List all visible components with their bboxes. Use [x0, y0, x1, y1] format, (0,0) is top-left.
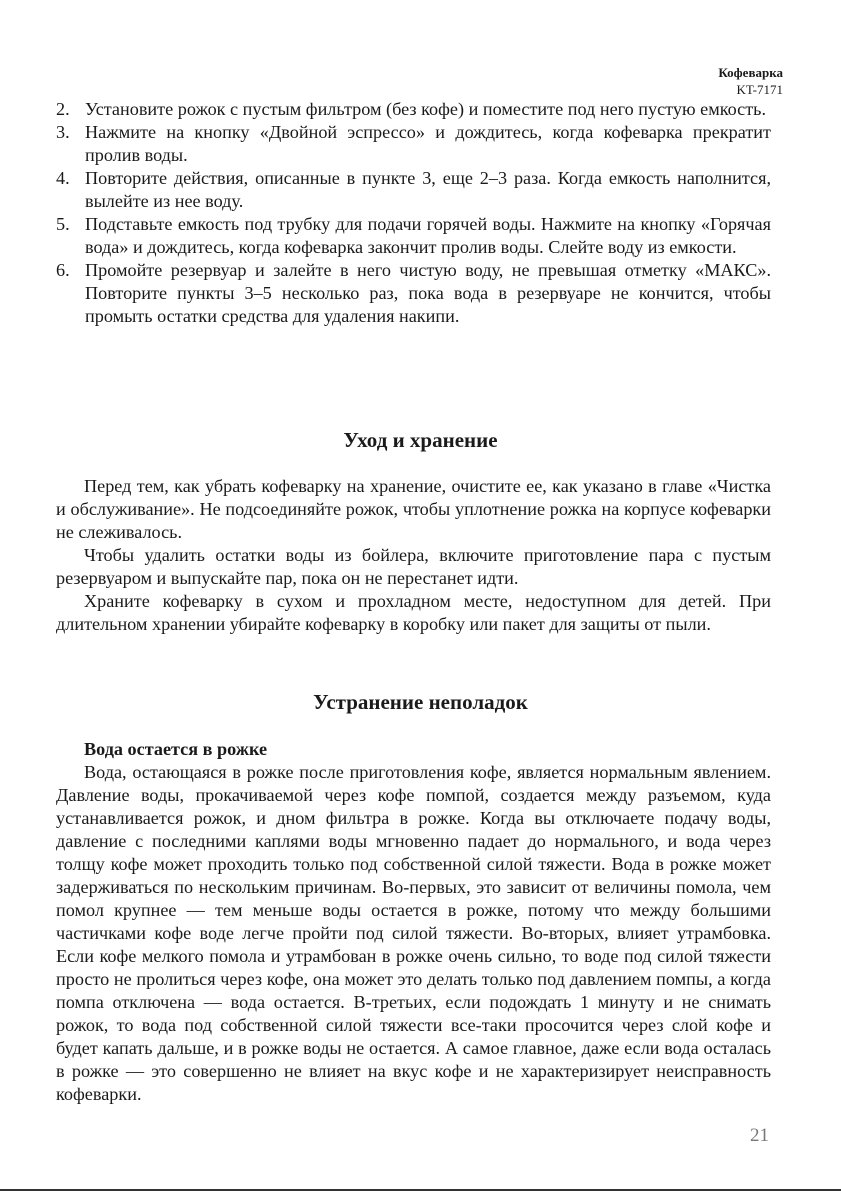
- care-paragraph: Перед тем, как убрать кофеварку на хранение, очистите ее, как указано в главе «Чистка и обслуживание». Не подсоединяйте рожок, чтобы уплотнение рожка на корпусе кофеварки не слеживалось.: [56, 476, 771, 542]
- troubleshooting-section-title: Устранение неполадок: [313, 690, 528, 714]
- troubleshooting-subtitle: Вода остается в рожке: [84, 739, 268, 759]
- page-header: [718, 64, 783, 98]
- list-item: [56, 259, 771, 328]
- list-item: [56, 98, 771, 121]
- step-number: 2.: [56, 99, 70, 119]
- step-text: Подставьте емкость под трубку для подачи горячей воды. Нажмите на кнопку «Горячая вода» и дождитесь, когда кофеварка закончит пролив воды. Слейте воду из емкости.: [85, 214, 771, 257]
- step-text: Нажмите на кнопку «Двойной эспрессо» и дождитесь, когда кофеварка прекратит пролив воды.: [85, 122, 771, 165]
- step-text: Промойте резервуар и залейте в него чистую воду, не превышая отметку «МАКС». Повторите пункты 3–5 несколько раз, пока вода в резервуаре не кончится, чтобы промыть остатки средства для удаления накипи.: [85, 260, 771, 326]
- care-section-title: Уход и хранение: [343, 428, 498, 452]
- step-number: 5.: [56, 214, 70, 234]
- step-text: Установите рожок с пустым фильтром (без кофе) и поместите под него пустую емкость.: [85, 99, 767, 119]
- step-number: 3.: [56, 122, 70, 142]
- step-number: 6.: [56, 260, 70, 280]
- descaling-steps-list: [56, 98, 771, 328]
- troubleshooting-section-body: [56, 738, 771, 1106]
- list-item: [56, 167, 771, 213]
- header-model-number: KT-7171: [736, 82, 783, 97]
- page-number: 21: [750, 1125, 769, 1146]
- step-number: 4.: [56, 168, 70, 188]
- care-paragraph: Храните кофеварку в сухом и прохладном месте, недоступном для детей. При длительном хранении убирайте кофеварку в коробку или пакет для защиты от пыли.: [56, 591, 771, 634]
- list-item: [56, 121, 771, 167]
- care-section-body: [56, 475, 771, 636]
- header-product-name: Кофеварка: [718, 65, 783, 80]
- step-text: Повторите действия, описанные в пункте 3, еще 2–3 раза. Когда емкость наполнится, вылейте из нее воду.: [85, 168, 771, 211]
- care-paragraph: Чтобы удалить остатки воды из бойлера, включите приготовление пара с пустым резервуаром и выпускайте пар, пока он не перестанет идти.: [56, 545, 771, 588]
- list-item: [56, 213, 771, 259]
- troubleshooting-paragraph: Вода, остающаяся в рожке после приготовления кофе, является нормальным явлением. Давление воды, прокачиваемой через кофе помпой, создается между разъемом, куда устанавливается рожок, и дном фильтра в рожке. Когда вы отключаете подачу воды, давление с последними каплями воды мгновенно падает до нормального, и вода через толщу кофе может проходить только под собственной силой тяжести. Вода в рожке может задерживаться по нескольким причинам. Во-первых, это зависит от величины помола, чем помол крупнее — тем меньше воды остается в рожке, потому что между большими частичками кофе воде легче пройти под силой тяжести. Во-вторых, влияет утрамбовка. Если кофе мелкого помола и утрамбован в рожке очень сильно, то воде под силой тяжести просто не пролиться через кофе, она может это делать только под давлением помпы, а когда помпа отключена — вода остается. В-третьих, если подождать 1 минуту и не снимать рожок, то вода под собственной силой тяжести все-таки просочится через слой кофе и будет капать дальше, и в рожке воды не остается. А самое главное, даже если вода осталась в рожке — это совершенно не влияет на вкус кофе и не характеризирует неисправность кофеварки.: [56, 762, 771, 1104]
